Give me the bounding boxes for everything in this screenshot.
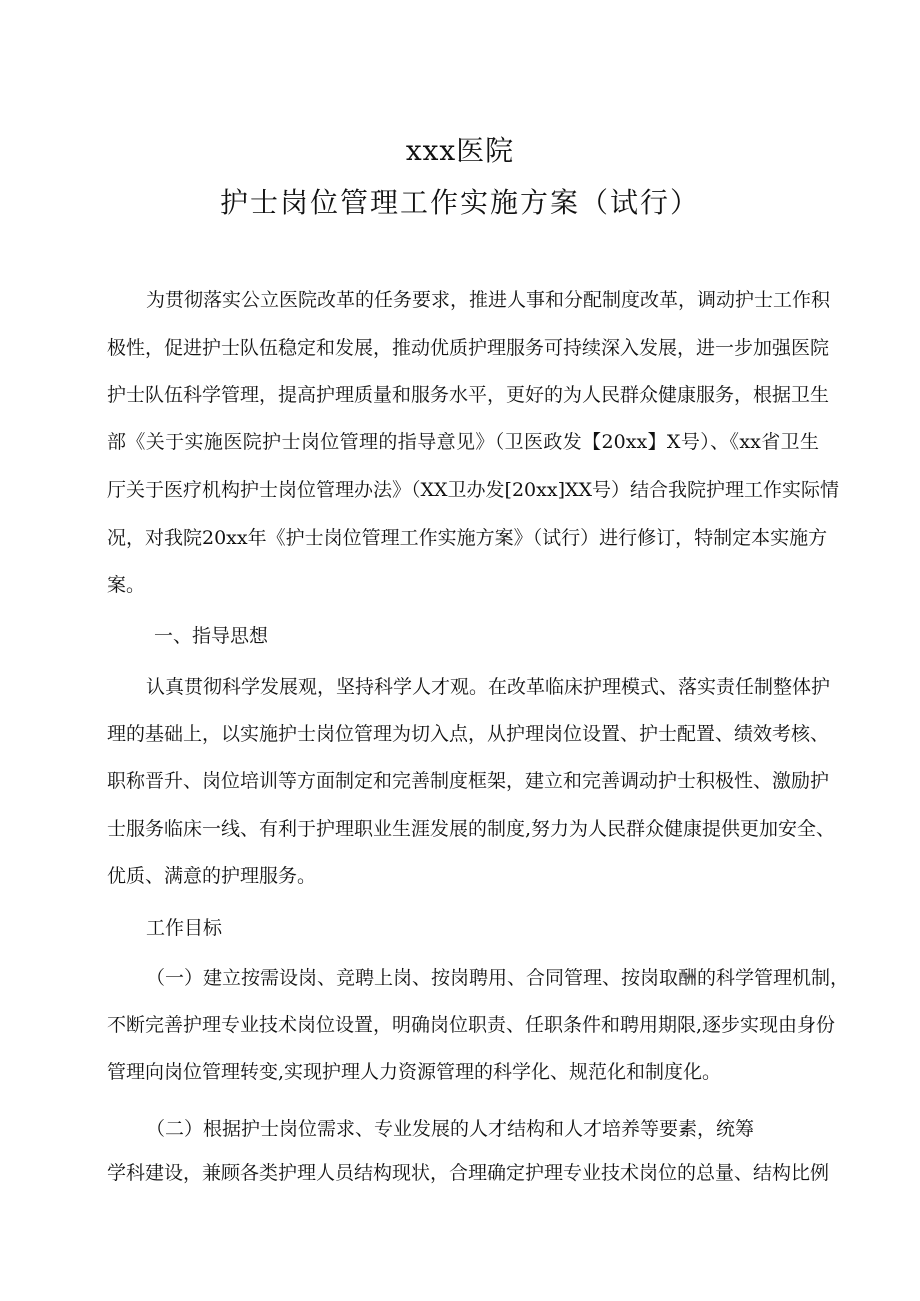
intro-line: 为贯彻落实公立医院改革的任务要求，推进人事和分配制度改革，调动护士工作积 <box>146 289 831 311</box>
hospital-title: xxx医院 <box>405 134 515 167</box>
intro-line: 案。 <box>107 574 146 596</box>
section1-line: 士服务临床一线、有利于护理职业生涯发展的制度,努力为人民群众健康提供更加安全、 <box>107 818 836 840</box>
intro-line: 极性，促进护士队伍稳定和发展，推动优质护理服务可持续深入发展，进一步加强医院 <box>107 337 830 359</box>
intro-line: 部《关于实施医院护士岗位管理的指导意见》（卫医政发【20xx】X号）、《xx省卫生 <box>107 431 819 453</box>
section-heading-guiding-ideology: 一、指导思想 <box>154 625 269 647</box>
intro-line: 护士队伍科学管理，提高护理质量和服务水平，更好的为人民群众健康服务，根据卫生 <box>107 384 830 406</box>
section1-line: 理的基础上，以实施护士岗位管理为切入点，从护理岗位设置、护士配置、绩效考核、 <box>107 723 830 745</box>
goal1-line: 管理向岗位管理转变,实现护理人力资源管理的科学化、规范化和制度化。 <box>107 1061 722 1083</box>
section-heading-work-goals: 工作目标 <box>146 917 223 939</box>
goal1-line: 不断完善护理专业技术岗位设置，明确岗位职责、任职条件和聘用期限,逐步实现由身份 <box>107 1014 836 1036</box>
intro-line: 厅关于医疗机构护士岗位管理办法》（XX卫办发[20xx]XX号）结合我院护理工作实际情 <box>107 479 840 501</box>
goal1-line: （一）建立按需设岗、竞聘上岗、按岗聘用、合同管理、按岗取酬的科学管理机制， <box>146 967 850 989</box>
intro-line: 况，对我院20xx年《护士岗位管理工作实施方案》（试行）进行修订，特制定本实施方 <box>107 527 828 549</box>
section1-line: 认真贯彻科学发展观，坚持科学人才观。在改革临床护理模式、落实责任制整体护 <box>146 676 831 698</box>
document-title: 护士岗位管理工作实施方案（试行） <box>219 186 700 219</box>
goal2-line: （二）根据护士岗位需求、专业发展的人才结构和人才培养等要素，统筹 <box>146 1118 755 1140</box>
section1-line: 优质、满意的护理服务。 <box>107 865 317 887</box>
goal2-line: 学科建设，兼顾各类护理人员结构现状，合理确定护理专业技术岗位的总量、结构比例 <box>107 1162 830 1184</box>
section1-line: 职称晋升、岗位培训等方面制定和完善制度框架，建立和完善调动护士积极性、激励护 <box>107 770 830 792</box>
